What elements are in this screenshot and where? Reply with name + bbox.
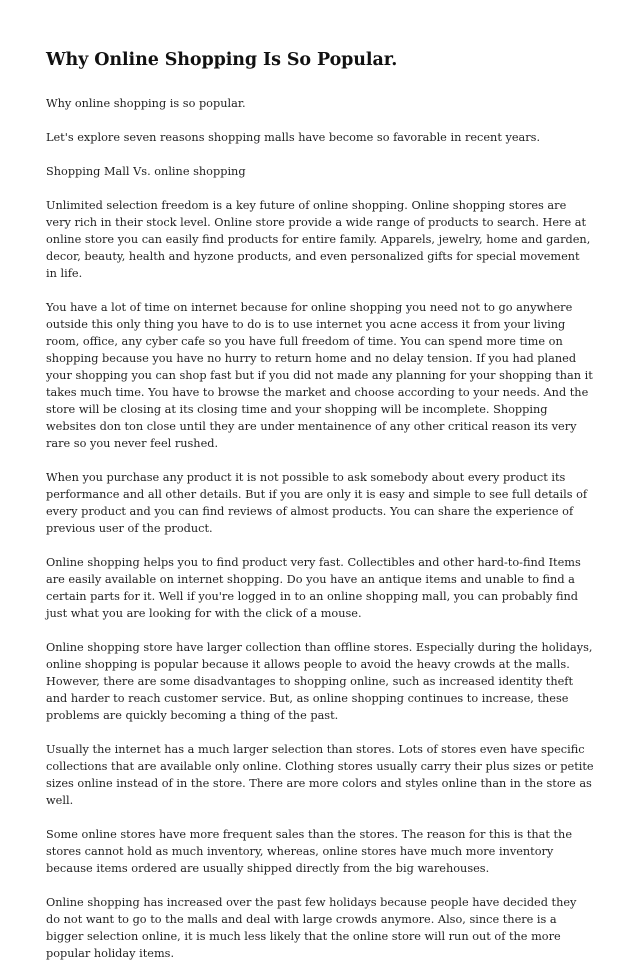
- paragraph-find-fast: Online shopping helps you to find product very fast. Collectibles and other hard-to-find Items are easily available on internet shopping. Do you have an antique items and unable to find a certain parts for it. Well if you're logged in to an online shopping mall, you can probably find just what you are looking for with the click of a mouse.: [46, 556, 581, 620]
- document-page: [46, 49, 594, 979]
- paragraph-details: When you purchase any product it is not possible to ask somebody about every product its performance and all other details. But if you are only it is easy and simple to see full details of every product and you can find reviews of almost products. You can share the experience of previous user of the product.: [46, 471, 588, 535]
- paragraph-subheading: Shopping Mall Vs. online shopping: [46, 165, 246, 178]
- paragraph-larger-selection: Usually the internet has a much larger selection than stores. Lots of stores even have specific collections that are available only online. Clothing stores usually carry their plus sizes or petite sizes online instead of in the store. There are more colors and styles online than in the store as well.: [46, 743, 594, 807]
- paragraph-time: You have a lot of time on internet because for online shopping you need not to go anywhere outside this only thing you have to do is to use internet you acne access it from your living room, office, any cyber cafe so you have full freedom of time. You can spend more time on shopping because you have no hurry to return home and no delay tension. If you had planed your shopping you can shop fast but if you did not made any planning for your shopping than it takes much time. You have to browse the market and choose according to your needs. And the store will be closing at its closing time and your shopping will be incomplete. Shopping websites don ton close until they are under mentainence of any other critical reason its very rare so you never feel rushed.: [46, 301, 593, 450]
- document-title: Why Online Shopping Is So Popular.: [46, 50, 398, 70]
- paragraph-intro: Why online shopping is so popular.: [46, 97, 246, 110]
- paragraph-selection: Unlimited selection freedom is a key future of online shopping. Online shopping stores are very rich in their stock level. Online store provide a wide range of products to search. Here at online store you can easily find products for entire family. Apparels, jewelry, home and garden, decor, beauty, health and hyzone products, and even personalized gifts for special movement in life.: [46, 199, 591, 280]
- paragraph-collection: Online shopping store have larger collection than offline stores. Especially during the holidays, online shopping is popular because it allows people to avoid the heavy crowds at the malls. However, there are some disadvantages to shopping online, such as increased identity theft and harder to reach customer service. But, as online shopping continues to increase, these problems are quickly becoming a thing of the past.: [46, 641, 593, 722]
- paragraph-holidays: Online shopping has increased over the past few holidays because people have decided they do not want to go to the malls and deal with large crowds anymore. Also, since there is a bigger selection online, it is much less likely that the online store will run out of the more popular holiday items.: [46, 896, 577, 960]
- paragraph-sales: Some online stores have more frequent sales than the stores. The reason for this is that the stores cannot hold as much inventory, whereas, online stores have much more inventory because items ordered are usually shipped directly from the big warehouses.: [46, 828, 573, 875]
- paragraph-reasons: Let's explore seven reasons shopping malls have become so favorable in recent years.: [46, 131, 541, 144]
